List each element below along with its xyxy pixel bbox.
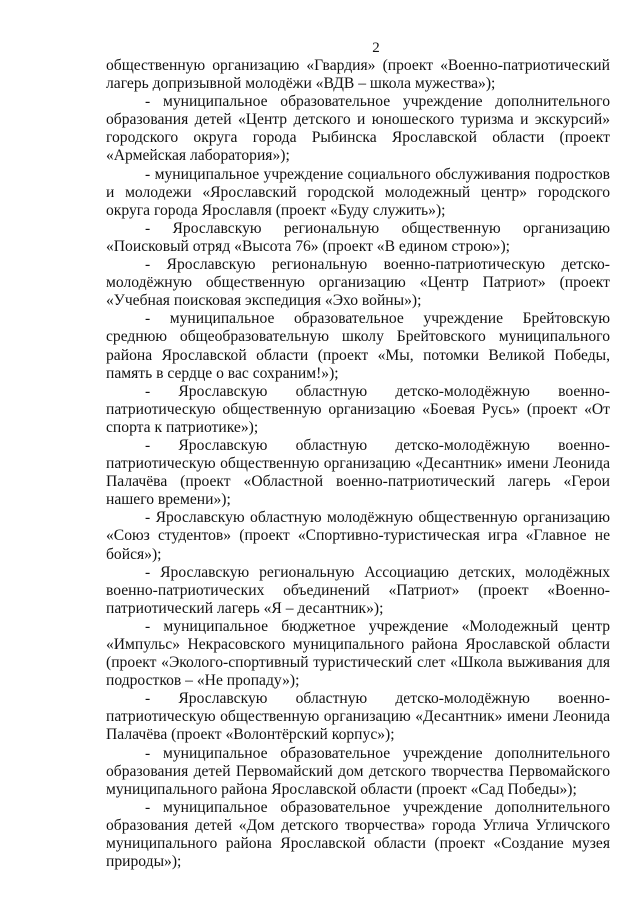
paragraph: - Ярославскую областную молодёжную общественную организацию «Союз студентов» (проект «Спортивно-туристическая игра «Главное не бойся»); (106, 509, 610, 563)
document-body (106, 57, 610, 871)
paragraph: - муниципальное образовательное учреждение дополнительного образования детей «Центр детского и юношеского туризма и экскурсий» городского округа города Рыбинска Ярославской области (проект «Армейская лаборатория»); (106, 93, 610, 165)
paragraph: - муниципальное образовательное учреждение дополнительного образования детей Первомайский дом детского творчества Первомайского муниципального района Ярославской области (проект «Сад Победы»); (106, 744, 610, 798)
paragraph: - муниципальное образовательное учреждение дополнительного образования детей «Дом детского творчества» города Углича Угличского муниципального района Ярославской области (проект «Создание музея природы»); (106, 798, 610, 871)
paragraph: - Ярославскую региональную Ассоциацию детских, молодёжных военно-патриотических объединений «Патриот» (проект «Военно-патриотический лагерь «Я – десантник»); (106, 563, 610, 617)
paragraph: - Ярославскую региональную общественную организацию «Поисковый отряд «Высота 76» (проект «В едином строю»); (106, 219, 610, 255)
paragraph: - Ярославскую областную детско-молодёжную военно-патриотическую общественную организацию «Боевая Русь» (проект «От спорта к патриотике»); (106, 382, 610, 436)
page-number: 2 (372, 40, 380, 56)
paragraph: общественную организацию «Гвардия» (проект «Военно-патриотический лагерь допризывной молодёжи «ВДВ – школа мужества»); (106, 57, 610, 93)
paragraph: - Ярославскую региональную военно-патриотическую детско-молодёжную общественную организацию «Центр Патриот» (проект «Учебная поисковая экспедиция «Эхо войны»); (106, 256, 610, 310)
paragraph: - муниципальное образовательное учреждение Брейтовскую среднюю общеобразовательную школу Брейтовского муниципального района Ярославской области (проект «Мы, потомки Великой Победы, память в сердце о вас сохраним!»); (106, 310, 610, 382)
paragraph: - Ярославскую областную детско-молодёжную военно-патриотическую общественную организацию «Десантник» имени Леонида Палачёва (проект «Волонтёрский корпус»); (106, 690, 610, 744)
paragraph: - муниципальное учреждение социального обслуживания подростков и молодежи «Ярославский городской молодежный центр» городского округа города Ярославля (проект «Буду служить»); (106, 165, 610, 219)
paragraph: - муниципальное бюджетное учреждение «Молодежный центр «Импульс» Некрасовского муниципального района Ярославской области (проект «Эколого-спортивный туристический слет «Школа выживания для подростков – «Не пропаду»); (106, 617, 610, 690)
paragraph: - Ярославскую областную детско-молодёжную военно-патриотическую общественную организацию «Десантник» имени Леонида Палачёва (проект «Областной военно-патриотический лагерь «Герои нашего времени»); (106, 436, 610, 509)
